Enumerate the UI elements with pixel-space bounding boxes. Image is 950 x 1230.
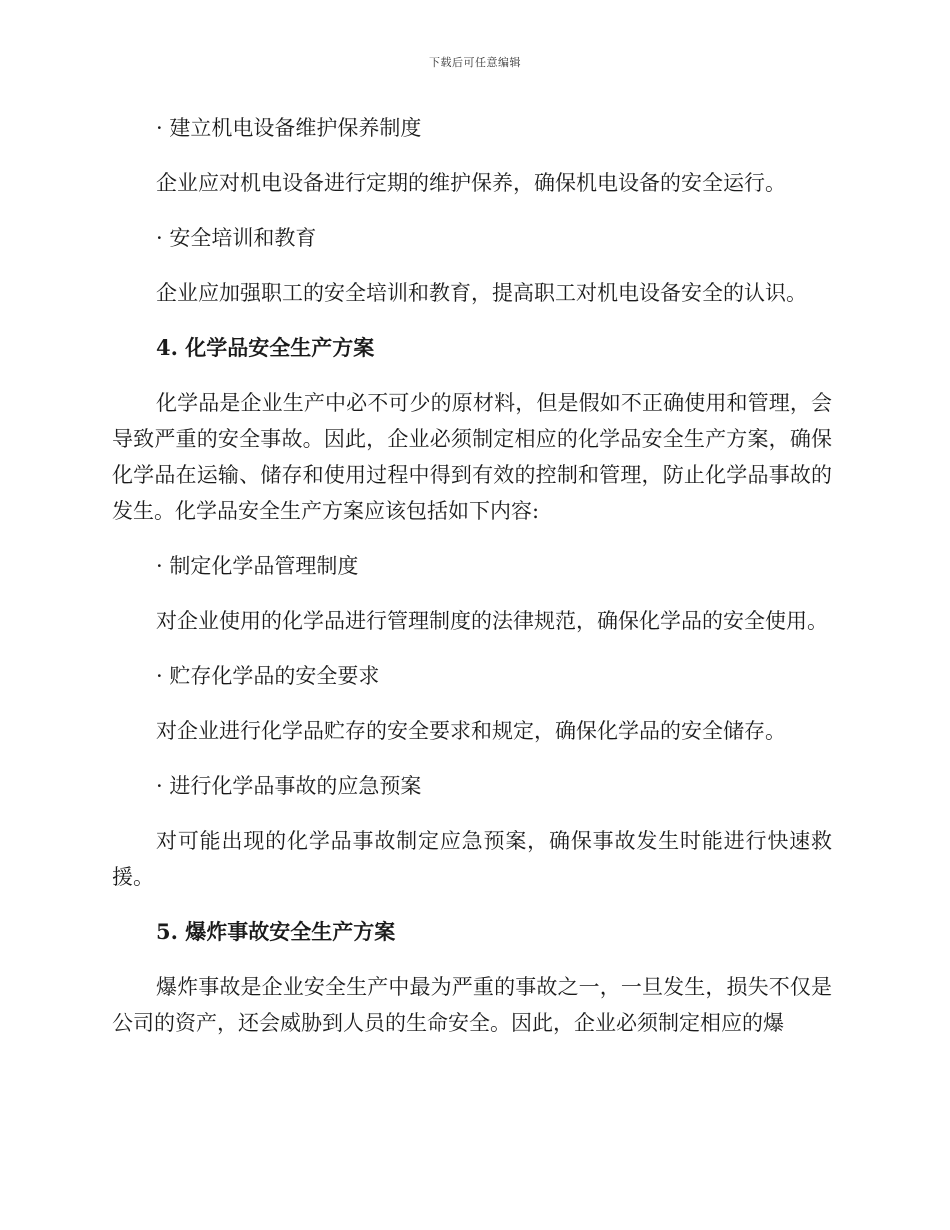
bullet-maintenance-system: · 建立机电设备维护保养制度 (156, 116, 422, 140)
document-body (112, 110, 832, 1060)
paragraph-chemical-management: 对企业使用的化学品进行管理制度的法律规范，确保化学品的安全使用。 (156, 609, 828, 633)
bullet-chemical-storage: · 贮存化学品的安全要求 (156, 664, 380, 688)
paragraph-chemical-storage: 对企业进行化学品贮存的安全要求和规定，确保化学品的安全储存。 (156, 719, 786, 743)
bullet-safety-training: · 安全培训和教育 (156, 226, 317, 250)
paragraph-chemical-intro: 化学品是企业生产中必不可少的原材料，但是假如不正确使用和管理，会导致严重的安全事故。因此，企业必须制定相应的化学品安全生产方案，确保化学品在运输、储存和使用过程中得到有效的控制和管理，防止化学品事故的发生。化学品安全生产方案应该包括如下内容: (112, 391, 832, 523)
bullet-emergency-plan: · 进行化学品事故的应急预案 (156, 774, 422, 798)
page-header-note: 下载后可任意编辑 (429, 56, 521, 69)
section-heading-explosion: 5. 爆炸事故安全生产方案 (156, 919, 396, 944)
paragraph-maintenance: 企业应对机电设备进行定期的维护保养，确保机电设备的安全运行。 (156, 171, 786, 195)
paragraph-training: 企业应加强职工的安全培训和教育，提高职工对机电设备安全的认识。 (156, 281, 807, 305)
section-heading-chemical: 4. 化学品安全生产方案 (156, 335, 375, 360)
bullet-chemical-management: · 制定化学品管理制度 (156, 554, 359, 578)
paragraph-explosion-intro: 爆炸事故是企业安全生产中最为严重的事故之一，一旦发生，损失不仅是公司的资产，还会威胁到人员的生命安全。因此，企业必须制定相应的爆 (112, 975, 832, 1035)
paragraph-emergency-plan: 对可能出现的化学品事故制定应急预案，确保事故发生时能进行快速救援。 (112, 829, 832, 889)
